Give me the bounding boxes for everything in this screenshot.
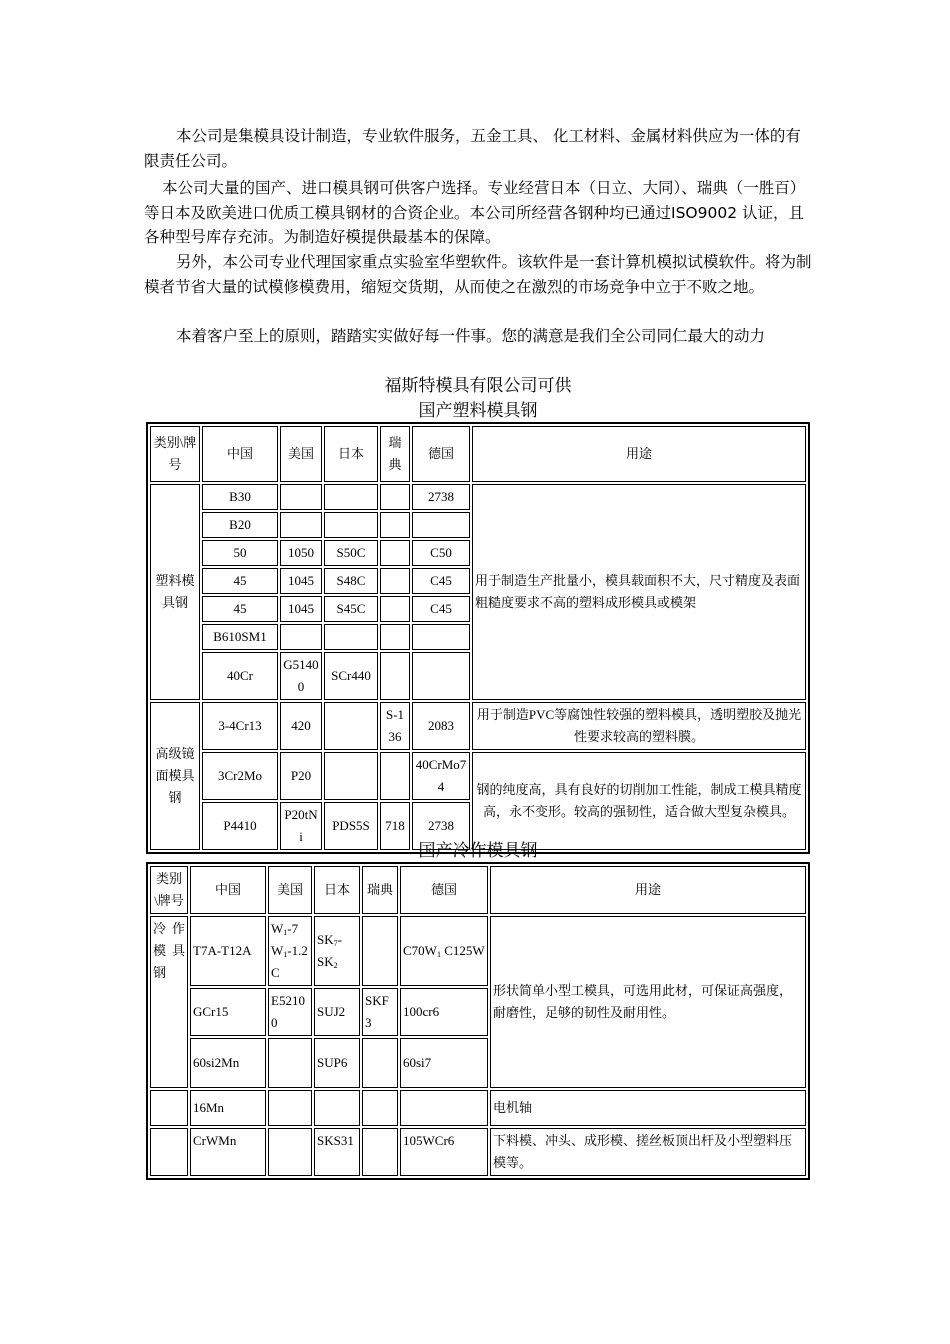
cell-germany: 2738 — [412, 802, 470, 850]
category-cell: 冷作模具钢 — [150, 916, 188, 1088]
cell-sweden — [380, 652, 410, 700]
cell-sweden: SKF3 — [362, 988, 398, 1036]
cell-china: B30 — [202, 484, 278, 510]
usage-cell: 电机轴 — [490, 1090, 806, 1126]
cell-usa: G51400 — [280, 652, 322, 700]
cell-japan — [324, 752, 378, 800]
cell-germany: 100cr6 — [400, 988, 488, 1036]
cell-china: 40Cr — [202, 652, 278, 700]
cell-germany: C50 — [412, 540, 470, 566]
cell-usa: E52100 — [268, 988, 312, 1036]
cell-japan — [324, 484, 378, 510]
cell-japan — [324, 702, 378, 750]
cell-usa — [268, 1128, 312, 1176]
header-germany: 德国 — [400, 866, 488, 914]
category-cell: 塑料模具钢 — [150, 484, 200, 700]
cell-sweden — [362, 1128, 398, 1176]
cell-germany — [400, 1090, 488, 1126]
cell-sweden — [380, 596, 410, 622]
cell-germany: 60si7 — [400, 1038, 488, 1088]
intro-paragraph-1: 本公司是集模具设计制造，专业软件服务，五金工具、 化工材料、金属材料供应为一体的有限责任公司。 — [144, 127, 801, 170]
cell-germany: 2083 — [412, 702, 470, 750]
cell-usa: P20 — [280, 752, 322, 800]
cell-usa — [280, 624, 322, 650]
cell-germany: 2738 — [412, 484, 470, 510]
cell-sweden — [380, 512, 410, 538]
table-row — [150, 1090, 806, 1126]
cell-japan: SUP6 — [314, 1038, 360, 1088]
cell-germany — [412, 652, 470, 700]
cell-germany: C45 — [412, 596, 470, 622]
cell-usa: 1045 — [280, 596, 322, 622]
intro-paragraph-3: 另外，本公司专业代理国家重点实验室华塑软件。该软件是一套计算机模拟试模软件。将为制模者节省大量的试模修模费用，缩短交货期，从而使之在激烈的市场竞争中立于不败之地。 — [144, 253, 812, 296]
cell-usa — [280, 512, 322, 538]
table-header-row — [150, 426, 806, 482]
cell-sweden: 718 — [380, 802, 410, 850]
cell-china: 3Cr2Mo — [202, 752, 278, 800]
cell-china: B20 — [202, 512, 278, 538]
cell-sweden — [380, 752, 410, 800]
cell-japan: SCr440 — [324, 652, 378, 700]
cell-china: 50 — [202, 540, 278, 566]
cell-sweden — [380, 568, 410, 594]
header-china: 中国 — [190, 866, 266, 914]
cell-germany: 40CrMo74 — [412, 752, 470, 800]
header-china: 中国 — [202, 426, 278, 482]
cell-usa — [268, 1090, 312, 1126]
header-usa: 美国 — [280, 426, 322, 482]
cell-japan — [314, 1090, 360, 1126]
cell-japan: SUJ2 — [314, 988, 360, 1036]
cell-sweden: S-136 — [380, 702, 410, 750]
cell-china: 45 — [202, 568, 278, 594]
header-japan: 日本 — [314, 866, 360, 914]
intro-paragraph-4: 本着客户至上的原则，踏踏实实做好每一件事。您的满意是我们全公司同仁最大的动力 — [176, 327, 766, 345]
header-usage: 用途 — [472, 426, 806, 482]
cell-japan: SKS31 — [314, 1128, 360, 1176]
category-cell — [150, 1128, 188, 1176]
cell-usa — [268, 1038, 312, 1088]
table-header-row — [150, 866, 806, 914]
cell-china: 60si2Mn — [190, 1038, 266, 1088]
cell-japan — [324, 624, 378, 650]
plastic-steel-table — [146, 422, 810, 854]
cell-sweden — [380, 624, 410, 650]
cell-china: GCr15 — [190, 988, 266, 1036]
cell-japan: S50C — [324, 540, 378, 566]
cell-china: 3-4Cr13 — [202, 702, 278, 750]
cell-usa: 420 — [280, 702, 322, 750]
plastic-table-title: 国产塑料模具钢 — [418, 401, 538, 421]
header-japan: 日本 — [324, 426, 378, 482]
cell-usa — [280, 484, 322, 510]
usage-cell: 形状简单小型工模具，可选用此材，可保证高强度，耐磨性，足够的韧性及耐用性。 — [490, 916, 806, 1088]
cell-usa: P20tNi — [280, 802, 322, 850]
cell-china: 45 — [202, 596, 278, 622]
cell-germany — [412, 624, 470, 650]
cell-germany: $C70W_1$ C125W — [400, 916, 488, 986]
cell-usa: 1045 — [280, 568, 322, 594]
cell-usa: 1050 — [280, 540, 322, 566]
usage-cell: 下料模、冲头、成形模、搓丝板顶出杆及小型塑料压模等。 — [490, 1128, 806, 1176]
cell-china: P4410 — [202, 802, 278, 850]
cold-table-title: 国产冷作模具钢 — [418, 841, 538, 861]
cell-sweden — [380, 484, 410, 510]
header-sweden: 瑞典 — [362, 866, 398, 914]
header-category: 类别\牌号 — [150, 866, 188, 914]
cell-usa: $W_1-7$ $W_1-1.2C$ — [268, 916, 312, 986]
intro-paragraph-2: 本公司大量的国产、进口模具钢可供客户选择。专业经营日本（日立、大同）、瑞典（一胜百）等日本及欧美进口优质工模具钢材的合资企业。本公司所经营各钢种均已通过ISO9002 认证，且各种型号库存充沛。为制造好模提供最基本的保障。 — [144, 179, 806, 246]
header-germany: 德国 — [412, 426, 470, 482]
cell-japan — [324, 512, 378, 538]
table-row — [150, 702, 806, 750]
cell-china: B610SM1 — [202, 624, 278, 650]
usage-cell: 用于制造PVC等腐蚀性较强的塑料模具，透明塑胶及抛光性要求较高的塑料膜。 — [472, 702, 806, 750]
table-row — [150, 916, 806, 986]
cell-japan: S45C — [324, 596, 378, 622]
table-row — [150, 1128, 806, 1176]
cold-work-steel-table — [146, 862, 810, 1180]
usage-cell: 用于制造生产批量小，模具载面积不大，尺寸精度及表面粗糙度要求不高的塑料成形模具或模架 — [472, 484, 806, 700]
cell-china: T7A-T12A — [190, 916, 266, 986]
company-title: 福斯特模具有限公司可供 — [384, 376, 572, 396]
cell-sweden — [362, 1090, 398, 1126]
cell-sweden — [362, 1038, 398, 1088]
header-usa: 美国 — [268, 866, 312, 914]
category-cell — [150, 1090, 188, 1126]
cell-germany — [412, 512, 470, 538]
cell-germany: C45 — [412, 568, 470, 594]
cell-germany: 105WCr6 — [400, 1128, 488, 1176]
cell-japan: S48C — [324, 568, 378, 594]
header-sweden: 瑞典 — [380, 426, 410, 482]
header-category: 类别\牌号 — [150, 426, 200, 482]
category-cell: 高级镜面模具钢 — [150, 702, 200, 850]
table-row — [150, 752, 806, 800]
usage-cell: 钢的纯度高，具有良好的切削加工性能，制成工模具精度高，永不变形。较高的强韧性，适合做大型复杂模具。 — [472, 752, 806, 850]
cell-china: 16Mn — [190, 1090, 266, 1126]
cell-japan: PDS5S — [324, 802, 378, 850]
cell-sweden — [362, 916, 398, 986]
cell-china: CrWMn — [190, 1128, 266, 1176]
header-usage: 用途 — [490, 866, 806, 914]
table-row — [150, 484, 806, 510]
cell-sweden — [380, 540, 410, 566]
cell-japan: $SK_7-$ $SK_2$ — [314, 916, 360, 986]
